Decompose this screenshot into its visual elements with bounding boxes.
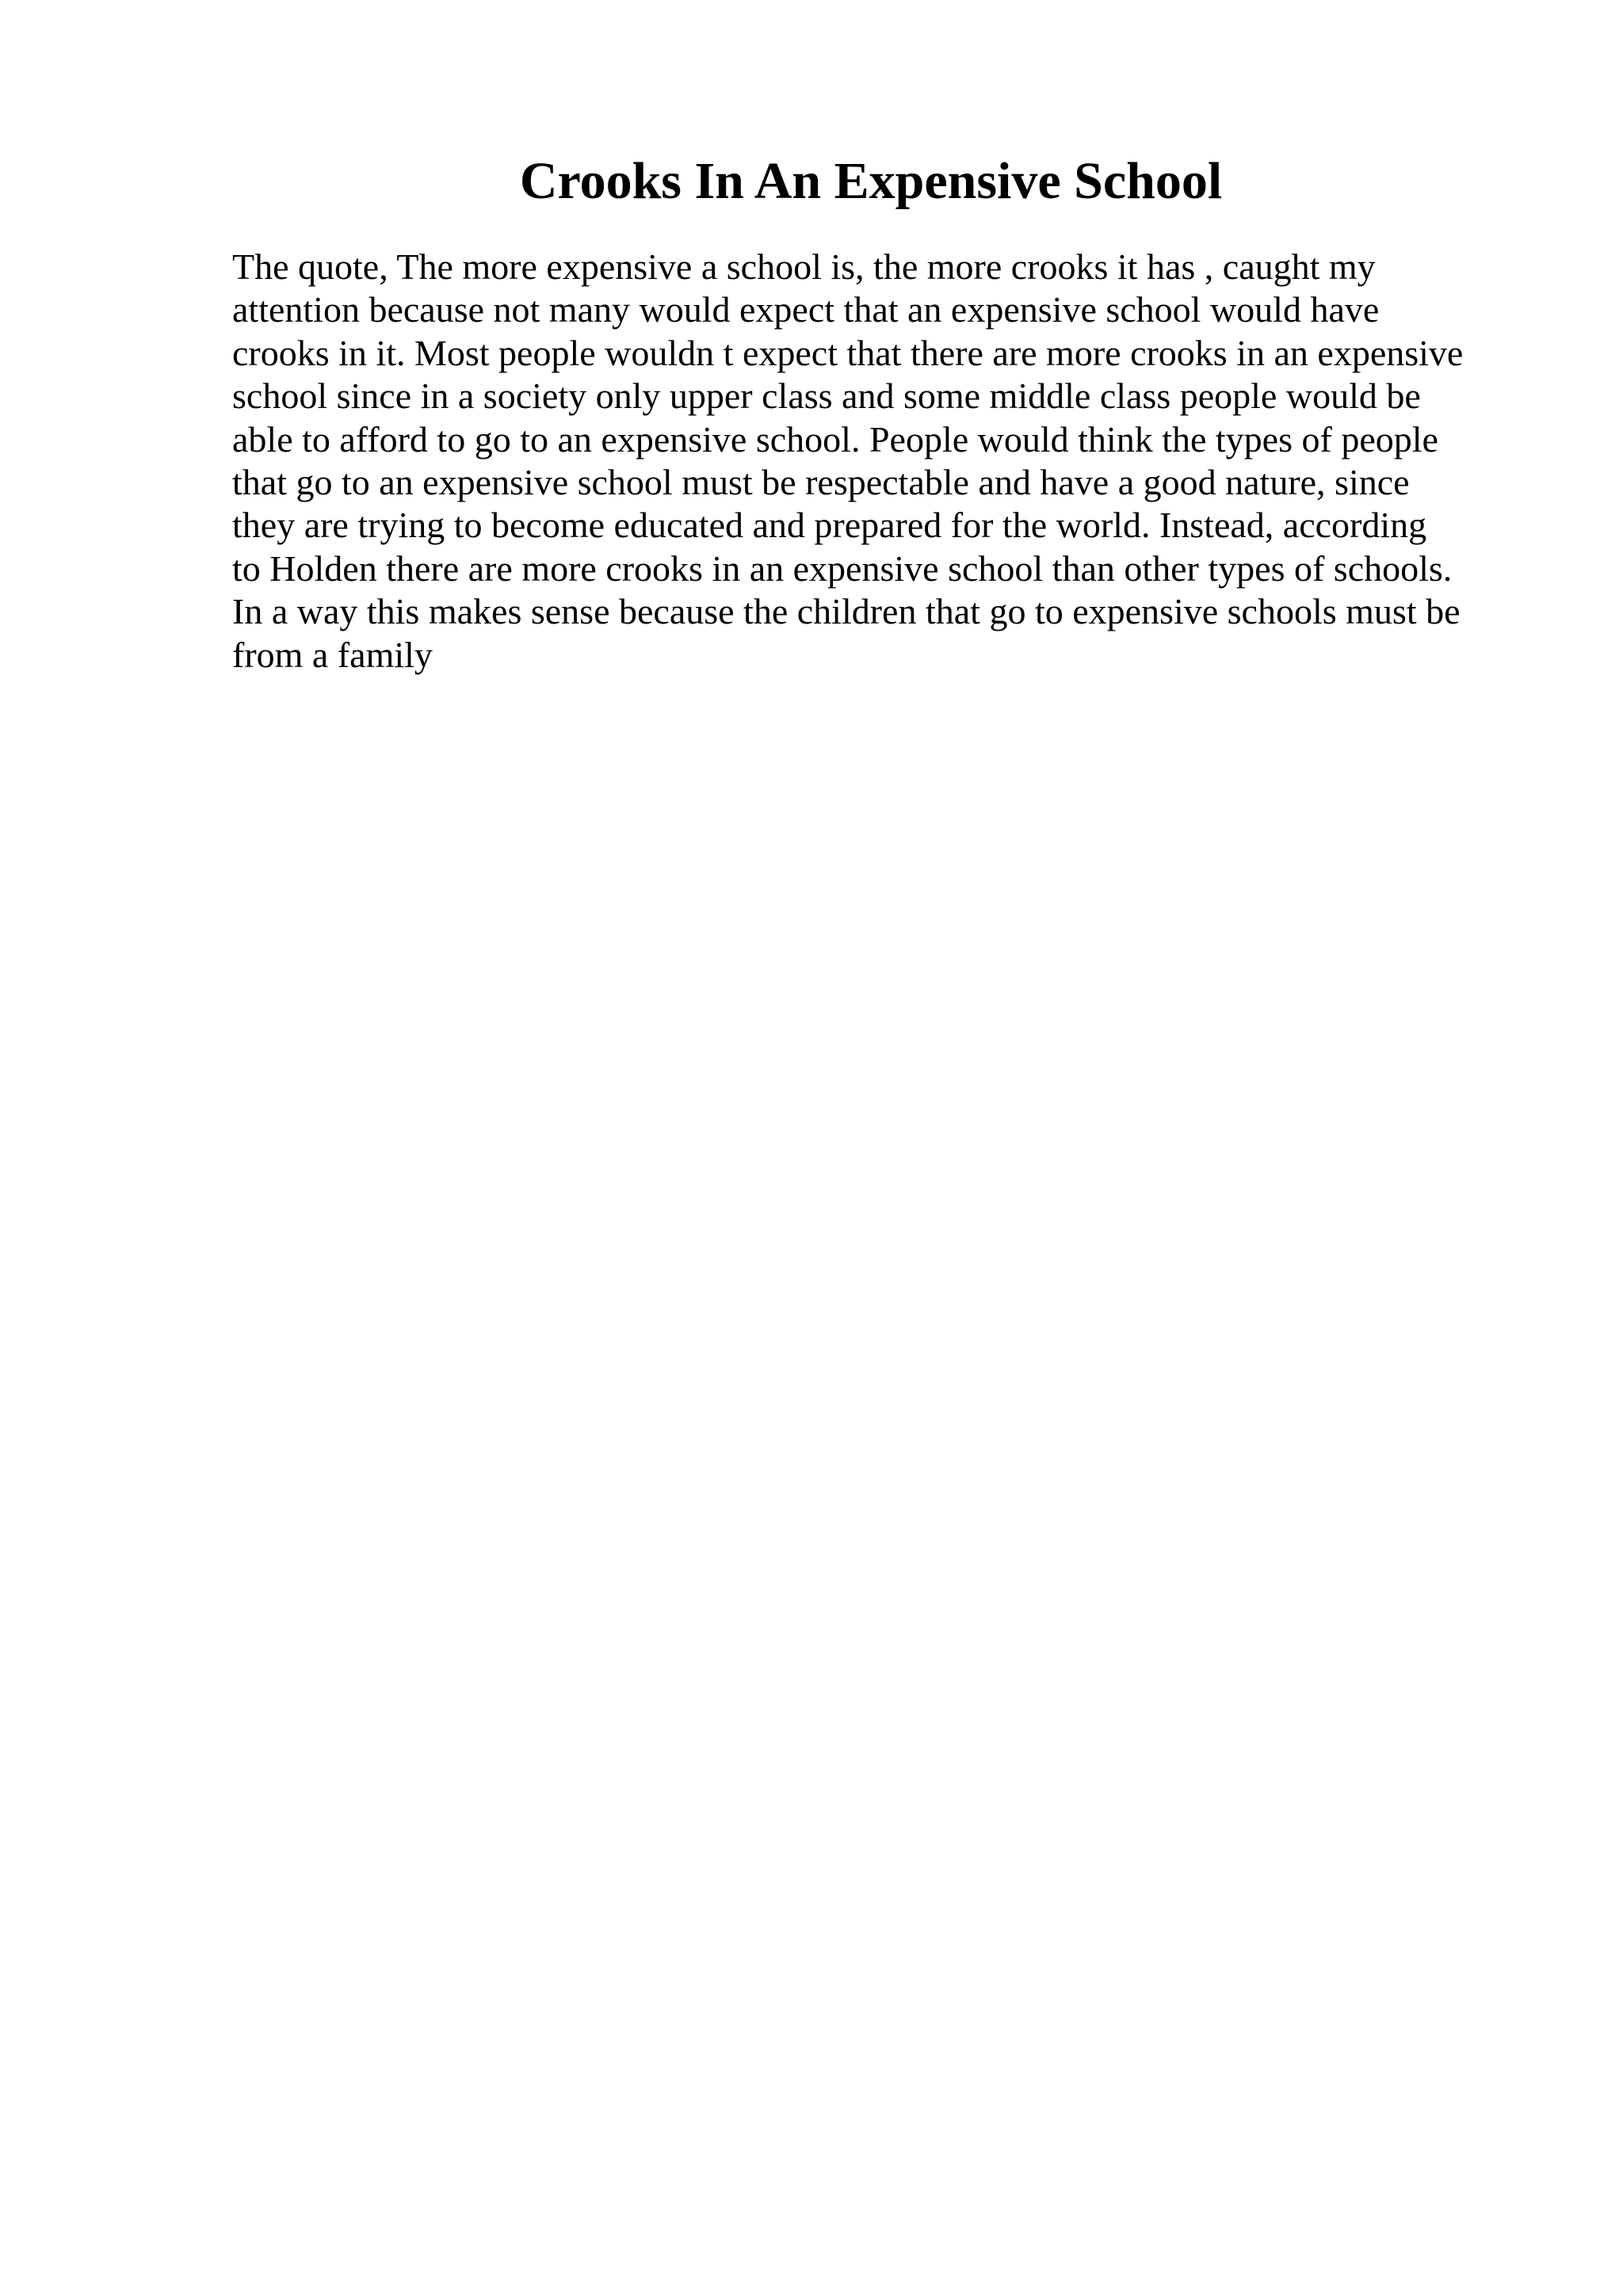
document-body — [0, 246, 1623, 677]
body-line: school since in a society only upper class and some middle class people would be — [232, 376, 1421, 417]
body-line: In a way this makes sense because the children that go to expensive schools must be — [232, 591, 1461, 632]
body-line: able to afford to go to an expensive school. People would think the types of people — [232, 418, 1438, 460]
body-line: that go to an expensive school must be respectable and have a good nature, since — [232, 462, 1410, 503]
body-line: The quote, The more expensive a school is, the more crooks it has , caught my — [232, 246, 1376, 287]
body-line: crooks in it. Most people wouldn t expect that there are more crooks in an expensive — [232, 332, 1464, 373]
body-line: to Holden there are more crooks in an expensive school than other types of schools. — [232, 547, 1453, 589]
body-line: attention because not many would expect that an expensive school would have — [232, 289, 1380, 330]
document-title: Crooks In An Expensive School — [519, 152, 1223, 210]
body-line: from a family — [232, 634, 433, 675]
body-line: they are trying to become educated and prepared for the world. Instead, according — [232, 505, 1427, 546]
